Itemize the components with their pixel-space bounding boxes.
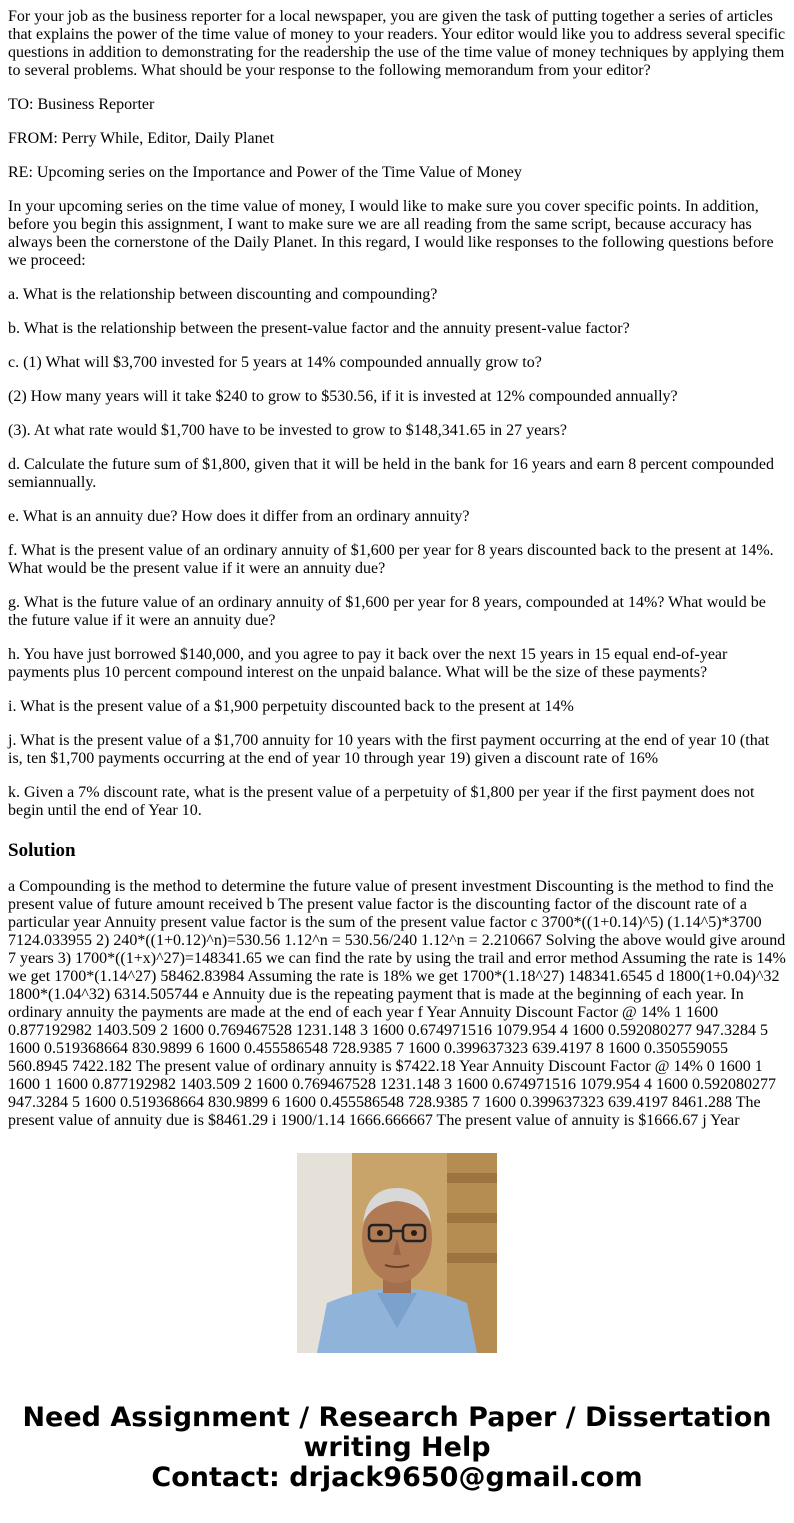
memo-body: In your upcoming series on the time value of money, I would like to make sure you cover specific points. In addition, before you begin this assignment, I want to make sure we are all reading from the same script, because accuracy has always been the cornerstone of the Daily Planet. In this regard, I would like responses to the following questions before we proceed: — [8, 198, 774, 269]
question-item-b: b. What is the relationship between the present-value factor and the annuity present-value factor? — [8, 320, 630, 337]
question-item-k: k. Given a 7% discount rate, what is the present value of a perpetuity of $1,800 per year if the first payment does not begin until the end of Year 10. — [8, 784, 755, 819]
question-intro: For your job as the business reporter for a local newspaper, you are given the task of putting together a series of articles that explains the power of the time value of money to your readers. Your editor would like you to address several specific questions in addition to demonstrating for the readership the use of the time value of money techniques by applying them to several problems. What should be your response to the following memorandum from your editor? — [8, 8, 786, 79]
promo-contact: Contact: drjack9650@gmail.com — [151, 1462, 643, 1493]
question-item-h: h. You have just borrowed $140,000, and you agree to pay it back over the next 15 years in 15 equal end-of-year payments plus 10 percent compound interest on the unpaid balance. What will be the size of these payments? — [8, 646, 728, 681]
question-item-a: a. What is the relationship between discounting and compounding? — [8, 286, 438, 303]
promo-banner — [0, 1403, 794, 1493]
question-item-i: i. What is the present value of a $1,900 perpetuity discounted back to the present at 14% — [8, 698, 574, 715]
memo-to: TO: Business Reporter — [8, 96, 155, 113]
question-item-f: f. What is the present value of an ordinary annuity of $1,600 per year for 8 years discounted back to the present at 14%. What would be the present value if it were an annuity due? — [8, 542, 774, 577]
memo-re: RE: Upcoming series on the Importance and Power of the Time Value of Money — [8, 164, 522, 181]
question-item-g: g. What is the future value of an ordinary annuity of $1,600 per year for 8 years, compounded at 14%? What would be the future value if it were an annuity due? — [8, 594, 766, 629]
solution-heading: Solution — [8, 840, 76, 861]
memo-from: FROM: Perry While, Editor, Daily Planet — [8, 130, 275, 147]
question-item-j: j. What is the present value of a $1,700 annuity for 10 years with the first payment occurring at the end of year 10 (that is, ten $1,700 payments occurring at the end of year 10 through year 19) given a discount rate of 16% — [8, 732, 770, 767]
question-item-d: d. Calculate the future sum of $1,800, given that it will be held in the bank for 16 years and earn 8 percent compounded semiannually. — [8, 456, 774, 491]
promo-line-2: writing Help — [303, 1432, 491, 1463]
question-item-c3: (3). At what rate would $1,700 have to be invested to grow to $148,341.65 in 27 years? — [8, 422, 567, 439]
author-avatar — [297, 1153, 497, 1353]
promo-line-1: Need Assignment / Research Paper / Dissertation — [22, 1402, 772, 1433]
question-item-c1: c. (1) What will $3,700 invested for 5 years at 14% compounded annually grow to? — [8, 354, 542, 371]
question-item-e: e. What is an annuity due? How does it differ from an ordinary annuity? — [8, 508, 470, 525]
solution-body: a Compounding is the method to determine the future value of present investment Discounting is the method to find the present value of future amount received b The present value factor is the discounting factor of the discount rate of a particular year Annuity present value factor is the sum of the present value factor c 3700*((1+0.14)^5) (1.14^5)*3700 7124.033955 2) 240*((1+0.12)^n)=530.56 1.12^n = 530.56/240 1.12^n = 2.210667 Solving the above would give around 7 years 3) 1700*((1+x)^27)=148341.65 we can find the rate by using the trail and error method Assuming the rate is 14% we get 1700*(1.14^27) 58462.83984 Assuming the rate is 18% we get 1700*(1.18^27) 148341.6545 d 1800(1+0.04)^32 1800*(1.04^32) 6314.505744 e Annuity due is the repeating payment that is made at the beginning of each year. In ordinary annuity the payments are made at the end of each year f Year Annuity Discount Factor @ 14% 1 1600 0.877192982 1403.509 2 1600 0.769467528 1231.148 3 1600 0.674971516 1079.954 4 1600 0.592080277 947.3284 5 1600 0.519368664 830.9899 6 1600 0.455586548 728.9385 7 1600 0.399637323 639.4197 8 1600 0.350559055 560.8945 7422.182 The present value of ordinary annuity is $7422.18 Year Annuity Discount Factor @ 14% 0 1600 1 1600 1 1600 0.877192982 1403.509 2 1600 0.769467528 1231.148 3 1600 0.674971516 1079.954 4 1600 0.592080277 947.3284 5 1600 0.519368664 830.9899 6 1600 0.455586548 728.9385 7 1600 0.399637323 639.4197 8461.288 The present value of annuity due is $8461.29 i 1900/1.14 1666.666667 The present value of annuity is $1666.67 j Year — [8, 878, 786, 1129]
question-item-c2: (2) How many years will it take $240 to grow to $530.56, if it is invested at 12% compounded annually? — [8, 388, 678, 405]
author-portrait-icon — [297, 1153, 497, 1353]
